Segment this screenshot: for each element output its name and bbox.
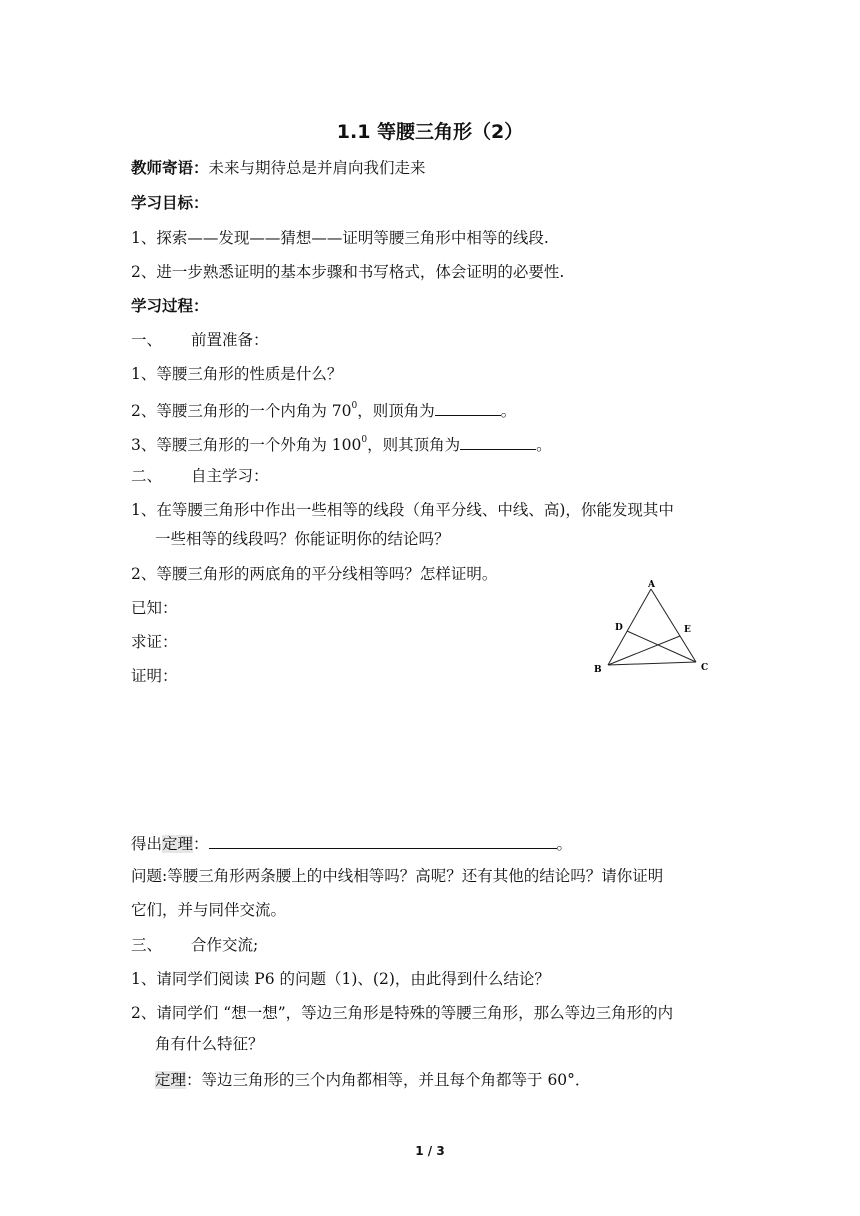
section-1-title: 前置准备： [191,331,269,349]
label-d: D [615,623,623,633]
theorem-statement [155,1070,590,1090]
goals-heading: 学习目标： [131,194,209,212]
section-2-title: 自主学习： [191,467,269,485]
prep-question-1: 1、等腰三角形的性质是什么？ [131,365,343,383]
theorem-blank[interactable] [209,833,557,849]
question-line-1: 问题:等腰三角形两条腰上的中线相等吗？高呢？还有其他的结论吗？请你证明 [131,867,664,885]
theorem-text: ：等边三角形的三个内角都相等，并且每个角都等于 60°． [186,1071,591,1089]
coop-question-2-line-2: 角有什么特征？ [155,1035,264,1053]
period: 。 [500,402,517,421]
answer-blank[interactable] [435,400,501,416]
coop-question-2-line-1: 2、请同学们 “想一想”，等边三角形是特殊的等腰三角形，那么等边三角形的内 [131,1004,674,1022]
section-1-heading [131,330,269,350]
theorem-word: 定理 [162,835,194,853]
proof-label: 证明： [131,667,178,685]
self-question-1-line-1: 1、在等腰三角形中作出一些相等的线段（角平分线、中线、高)，你能发现其中 [131,501,674,519]
prep-q2-text: 2、等腰三角形的一个内角为 70 [131,402,352,421]
prep-question-2 [131,398,516,421]
prep-q3-text-after: ，则其顶角为 [367,436,461,455]
self-question-1-line-2: 一些相等的线段吗？你能证明你的结论吗？ [155,530,450,548]
page-title: 1.1 等腰三角形（2） [336,121,524,143]
theorem-result-prefix: 得出 [131,835,163,853]
prep-q3-sup: 0 [361,435,368,445]
label-e: E [684,625,691,635]
self-question-2: 2、等腰三角形的两底角的平分线相等吗？怎样证明。 [131,565,498,583]
goal-item-1: 1、探索——发现——猜想——证明等腰三角形中相等的线段. [131,229,549,247]
section-3-heading [131,935,258,955]
section-3-title: 合作交流; [191,936,259,954]
section-2-heading [131,466,269,486]
teacher-label: 教师寄语： [131,159,209,177]
prep-q2-sup: 0 [351,401,358,411]
prep-question-3 [131,432,552,455]
coop-question-1: 1、请同学们阅读 P6 的问题（1)、(2)，由此得到什么结论？ [131,970,550,988]
period: 。 [556,835,573,853]
label-c: C [701,663,709,673]
section-1-number: 一、 [131,331,163,349]
section-2-number: 二、 [131,467,163,485]
triangle-figure [585,575,715,680]
label-b: B [594,665,602,675]
theorem-word: 定理 [155,1071,187,1089]
section-3-number: 三、 [131,936,163,954]
page-number: 1 / 3 [415,1144,445,1158]
segment-cd [627,631,696,662]
colon: ： [193,835,209,853]
prove-label: 求证： [131,633,178,651]
prep-q2-text-after: ，则顶角为 [357,402,435,421]
goal-item-2: 2、进一步熟悉证明的基本步骤和书写格式，体会证明的必要性. [131,263,565,281]
teacher-message [131,158,426,178]
label-a: A [648,580,655,590]
prep-q3-text: 3、等腰三角形的一个外角为 100 [131,436,362,455]
known-label: 已知： [131,599,178,617]
period: 。 [536,436,552,455]
theorem-result-line [131,833,572,854]
process-heading: 学习过程： [131,297,209,315]
question-line-2: 它们，并与同伴交流。 [131,901,287,919]
teacher-text: 未来与期待总是并肩向我们走来 [208,159,426,177]
answer-blank[interactable] [460,434,536,450]
side-bc [608,662,696,665]
